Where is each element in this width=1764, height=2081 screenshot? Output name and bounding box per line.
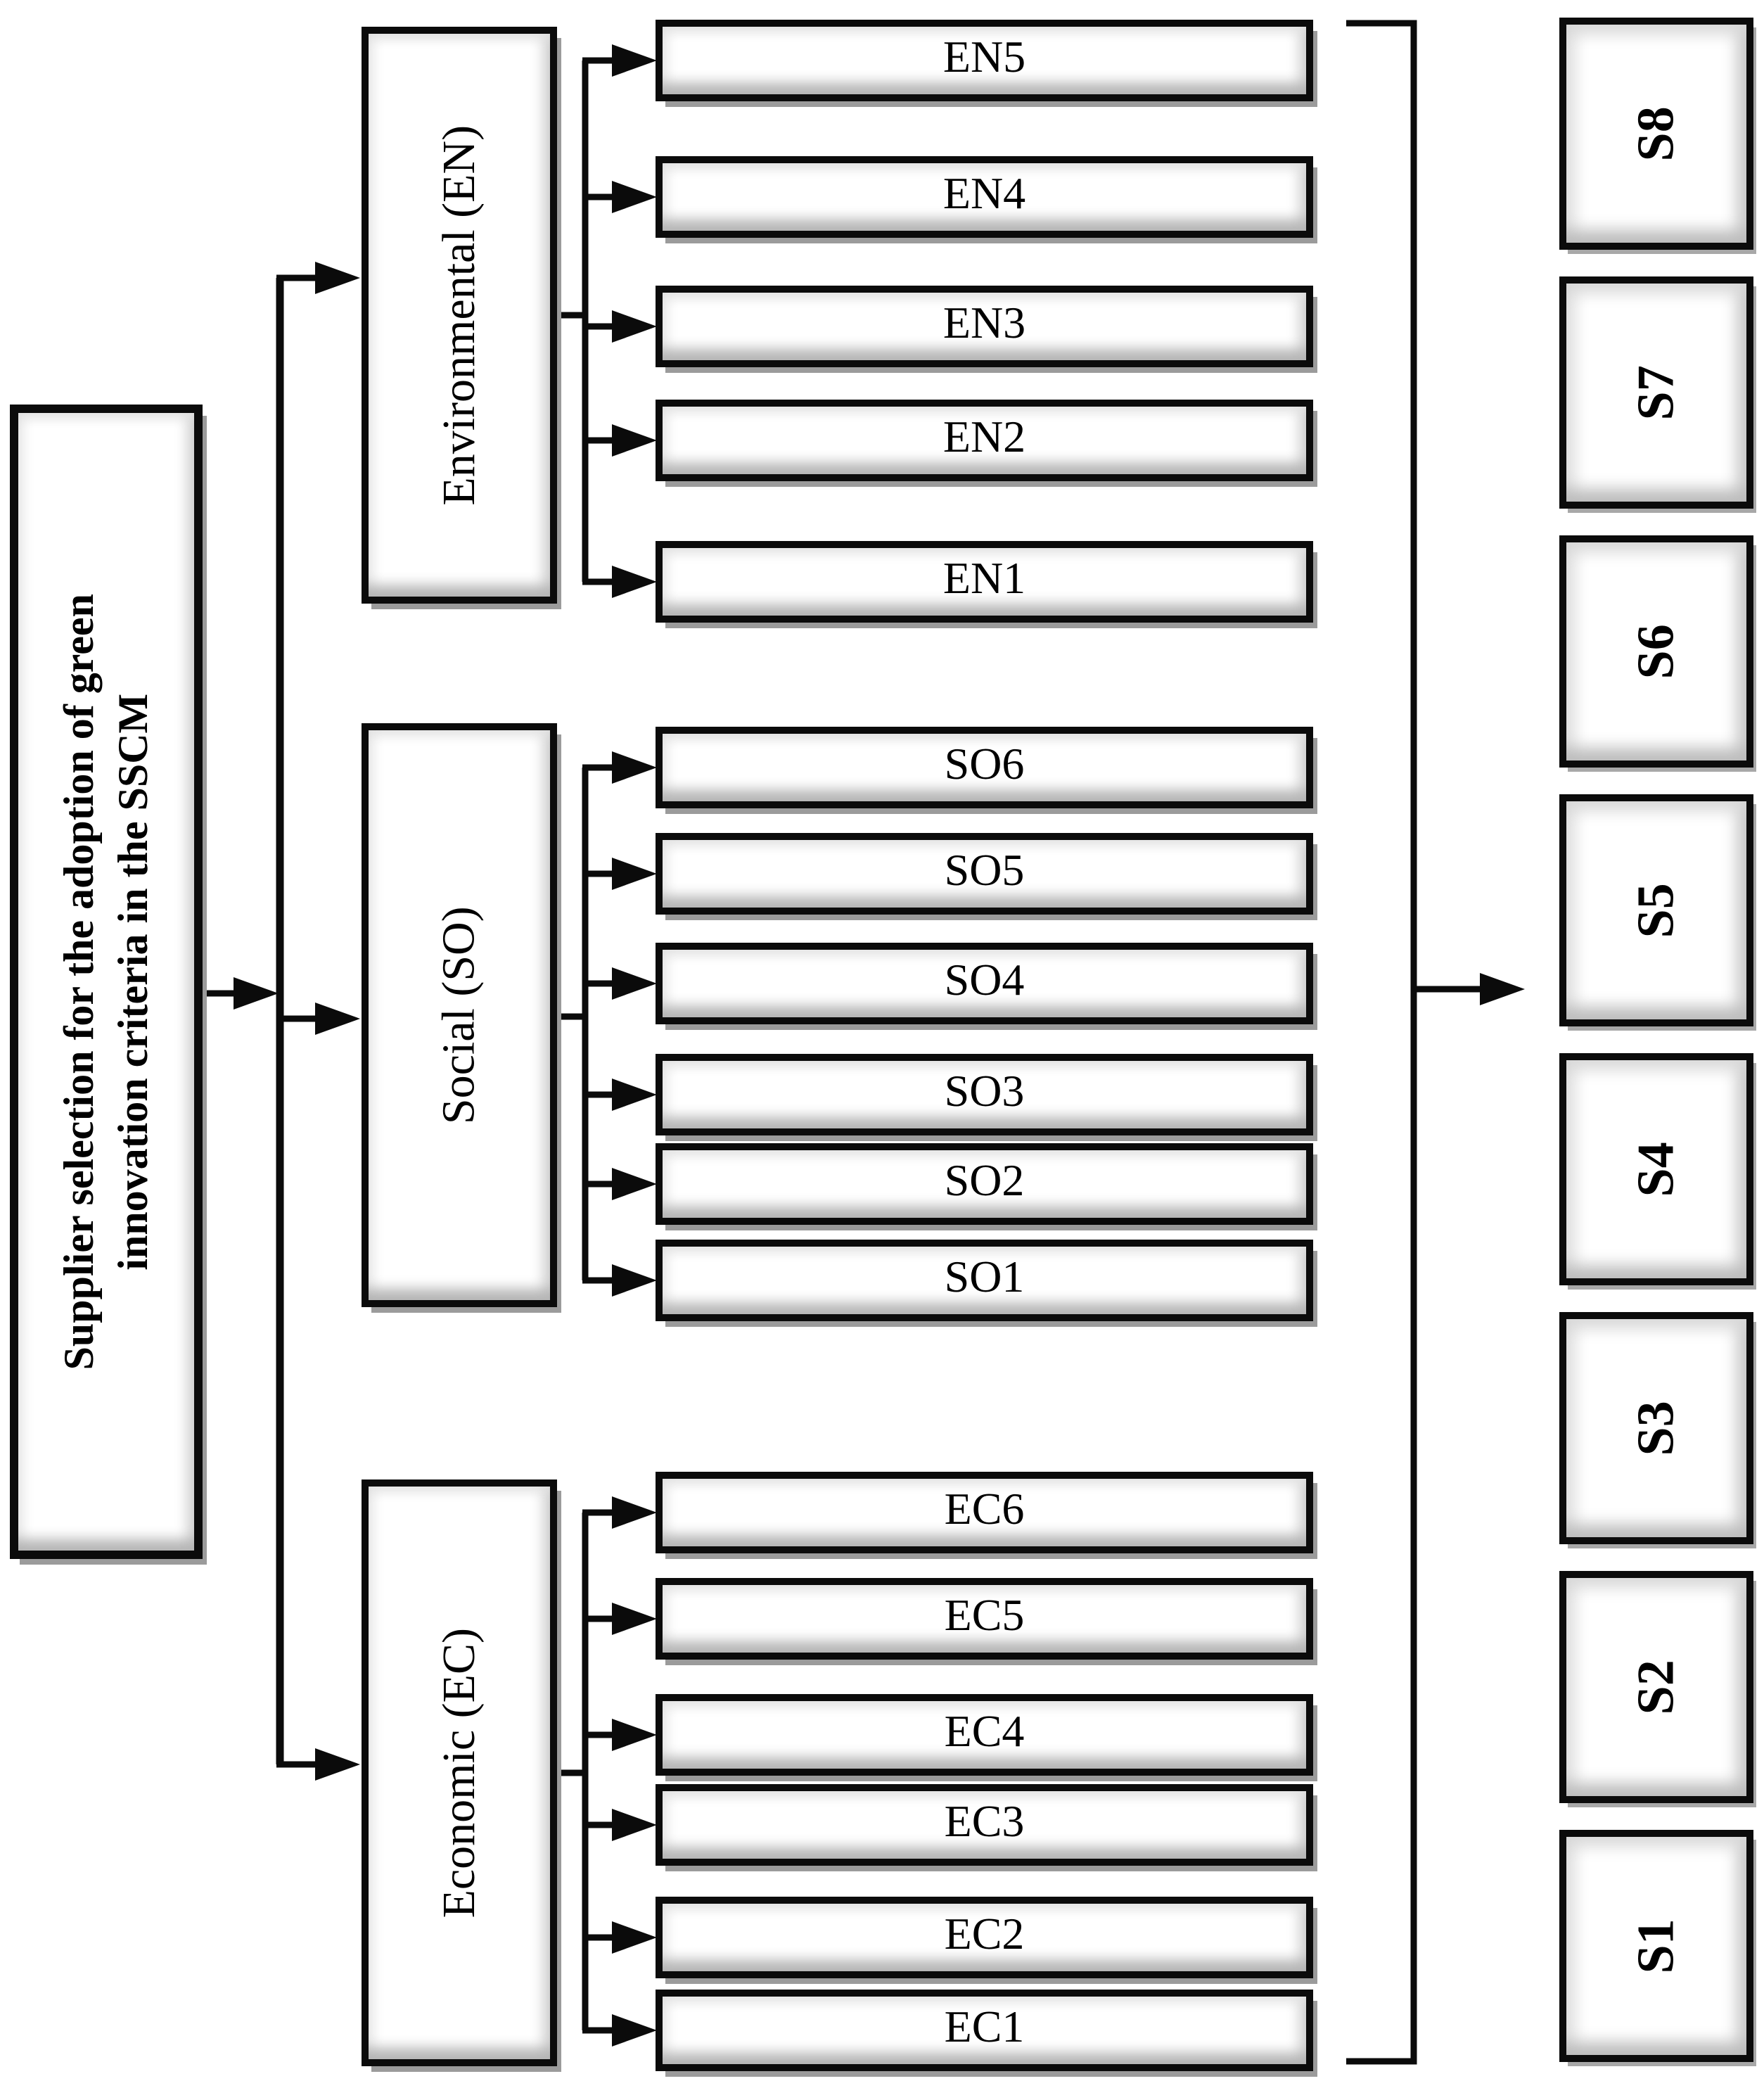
branch-arrow-economic: [315, 1748, 360, 1781]
root-title-line2: innovation criteria in the SSCM: [110, 693, 157, 1271]
criterion-box-ec4: [656, 1694, 1313, 1776]
supplier-label-s4: S4: [1627, 1141, 1685, 1197]
root-title: [52, 594, 160, 1370]
criterion-box-ec2: [656, 1897, 1313, 1978]
supplier-label-s8: S8: [1627, 106, 1685, 162]
root-title-line1: Supplier selection for the adoption of green: [56, 593, 103, 1370]
supplier-box-s6: [1559, 535, 1753, 768]
criterion-arrow-so5: [612, 858, 657, 890]
bracket-line: [1346, 23, 1414, 2061]
criterion-box-so4: [656, 943, 1313, 1024]
supplier-box-s5: [1559, 794, 1753, 1026]
criterion-arrow-en1: [612, 566, 657, 598]
branch-arrow-environmental: [315, 262, 360, 294]
supplier-box-s3: [1559, 1312, 1753, 1544]
criterion-label-en2: EN2: [942, 412, 1026, 462]
criterion-label-en1: EN1: [942, 553, 1026, 603]
criterion-arrow-so6: [612, 751, 657, 784]
criterion-label-so5: SO5: [944, 845, 1025, 895]
criterion-box-so3: [656, 1054, 1313, 1135]
criterion-box-so2: [656, 1143, 1313, 1225]
criterion-box-en2: [656, 400, 1313, 481]
criterion-arrow-en4: [612, 181, 657, 213]
criterion-box-ec5: [656, 1578, 1313, 1660]
criterion-label-so2: SO2: [944, 1155, 1025, 1205]
category-box-economic: [362, 1479, 557, 2066]
category-label-social: Social (SO): [433, 906, 485, 1124]
criterion-label-en3: EN3: [942, 298, 1026, 348]
category-box-environmental: [362, 27, 557, 604]
supplier-box-s1: [1559, 1830, 1753, 2062]
criterion-box-so6: [656, 727, 1313, 808]
supplier-box-s2: [1559, 1571, 1753, 1803]
category-box-social: [362, 723, 557, 1307]
supplier-box-s4: [1559, 1053, 1753, 1285]
criterion-box-so1: [656, 1240, 1313, 1321]
supplier-label-s1: S1: [1627, 1918, 1685, 1974]
branch-arrow-social: [315, 1003, 360, 1035]
criterion-label-ec3: EC3: [944, 1796, 1025, 1846]
criterion-label-so6: SO6: [944, 739, 1025, 789]
criterion-arrow-en3: [612, 310, 657, 343]
criterion-arrow-ec5: [612, 1603, 657, 1635]
criterion-arrow-ec2: [612, 1921, 657, 1954]
supplier-box-s8: [1559, 18, 1753, 250]
criterion-box-ec6: [656, 1472, 1313, 1553]
criterion-label-ec5: EC5: [944, 1590, 1025, 1640]
criterion-label-en5: EN5: [942, 32, 1026, 82]
criterion-box-ec1: [656, 1990, 1313, 2071]
criterion-arrow-so3: [612, 1078, 657, 1111]
criterion-box-en4: [656, 156, 1313, 238]
supplier-label-s2: S2: [1627, 1659, 1685, 1715]
criterion-arrow-ec6: [612, 1496, 657, 1529]
criterion-arrow-so1: [612, 1264, 657, 1297]
criterion-box-ec3: [656, 1784, 1313, 1866]
supplier-label-s6: S6: [1627, 623, 1685, 680]
criterion-label-ec1: EC1: [944, 2002, 1025, 2051]
criterion-label-so4: SO4: [944, 955, 1025, 1005]
root-link-arrow: [234, 977, 279, 1010]
criterion-box-so5: [656, 833, 1313, 915]
criterion-arrow-en5: [612, 44, 657, 77]
criterion-box-en5: [656, 20, 1313, 101]
criterion-arrow-en2: [612, 424, 657, 457]
criterion-arrow-so2: [612, 1168, 657, 1200]
category-label-environmental: Environmental (EN): [433, 125, 485, 506]
supplier-label-s3: S3: [1627, 1400, 1685, 1456]
criterion-arrow-ec4: [612, 1719, 657, 1751]
criterion-arrow-ec3: [612, 1809, 657, 1841]
criterion-label-so1: SO1: [944, 1252, 1025, 1302]
criterion-box-en3: [656, 286, 1313, 367]
supplier-label-s5: S5: [1627, 882, 1685, 938]
category-label-economic: Economic (EC): [433, 1627, 485, 1918]
criterion-label-ec2: EC2: [944, 1909, 1025, 1959]
criterion-arrow-so4: [612, 967, 657, 1000]
suppliers-arrow: [1480, 973, 1525, 1005]
criterion-label-so3: SO3: [944, 1066, 1025, 1116]
supplier-label-s7: S7: [1627, 364, 1685, 421]
criterion-label-en4: EN4: [942, 168, 1026, 218]
root-box: [10, 405, 203, 1559]
criterion-box-en1: [656, 541, 1313, 623]
criterion-label-ec6: EC6: [944, 1484, 1025, 1534]
supplier-box-s7: [1559, 276, 1753, 509]
criterion-label-ec4: EC4: [944, 1706, 1025, 1756]
criterion-arrow-ec1: [612, 2014, 657, 2047]
